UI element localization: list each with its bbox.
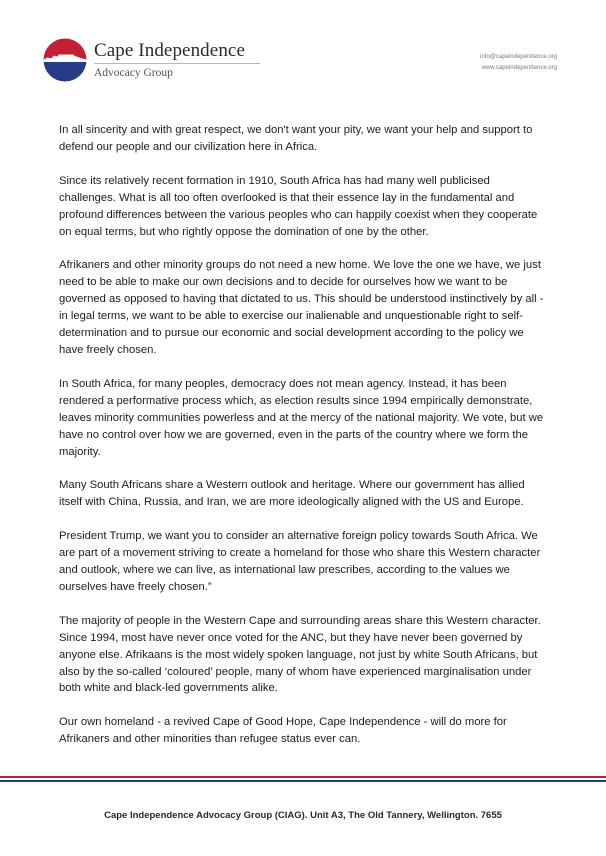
org-name: Cape Independence <box>94 40 245 61</box>
paragraph: President Trump, we want you to consider an alternative foreign policy towards South Africa. We are part of a movement striving to create a homeland for those who share this Western character and outlook, where we can live, as international law prescribes, according to the values we ourselves have freely chosen.” <box>59 530 541 593</box>
org-name-divider <box>94 63 260 64</box>
cape-mountain-logo-icon <box>43 38 87 82</box>
paragraph: Afrikaners and other minority groups do not need a new home. We love the one we have, we just need to be able to make our own decisions and to decide for ourselves how we want to be governed as opposed to having that dictated to us. This should be understood instinctively by all - in legal terms, we want to be able to exercise our inalienable and unquestionable right to self-determination and to pursue our economic and social development according to the policy we have freely chosen. <box>59 259 544 356</box>
paragraph: In South Africa, for many peoples, democracy does not mean agency. Instead, it has been rendered a performative process which, as election results since 1994 empirically demonstrate, leaves minority communities powerless and at the mercy of the national majority. We vote, but we have no control over how we are governed, even in the parts of the country where we form the majority. <box>59 377 544 458</box>
contact-block <box>480 52 557 74</box>
paragraph: Many South Africans share a Western outlook and heritage. Where our government has allied itself with China, Russia, and Iran, we are more ideologically aligned with the US and Europe. <box>59 479 525 509</box>
org-subtitle: Advocacy Group <box>94 67 173 79</box>
email-link[interactable]: info@capeindependence.org <box>480 54 557 60</box>
footer-address: Cape Independence Advocacy Group (CIAG). Unit A3, The Old Tannery, Wellington. 7655 <box>104 810 502 821</box>
footer-rule-blue <box>0 780 606 782</box>
paragraph: Since its relatively recent formation in 1910, South Africa has had many well publicised challenges. What is all too often overlooked is that their essence lay in the fundamental and profound differences between the various peoples who can happily coexist when they cooperate on equal terms, but who rightly oppose the domination of one by the other. <box>59 174 538 238</box>
footer-divider <box>0 776 606 784</box>
paragraph: Our own homeland - a revived Cape of Good Hope, Cape Independence - will do more for Afrikaners and other minorities than refugee status ever can. <box>59 716 507 746</box>
letter-body <box>59 122 549 765</box>
paragraph: The majority of people in the Western Cape and surrounding areas share this Western character. Since 1994, most have never once voted for the ANC, but they have never been governed by anyone else. Afrikaans is the most widely spoken language, not just by white South Africans, but also by the so-called ‘coloured’ people, many of whom have experienced marginalisation under both white and black-led governments alike. <box>59 614 541 695</box>
website-link[interactable]: www.capeindependence.org <box>481 65 557 71</box>
footer-rule-red <box>0 776 606 778</box>
letterhead <box>0 0 606 100</box>
paragraph: In all sincerity and with great respect, we don't want your pity, we want your help and support to defend our people and our civilization here in Africa. <box>59 124 533 153</box>
